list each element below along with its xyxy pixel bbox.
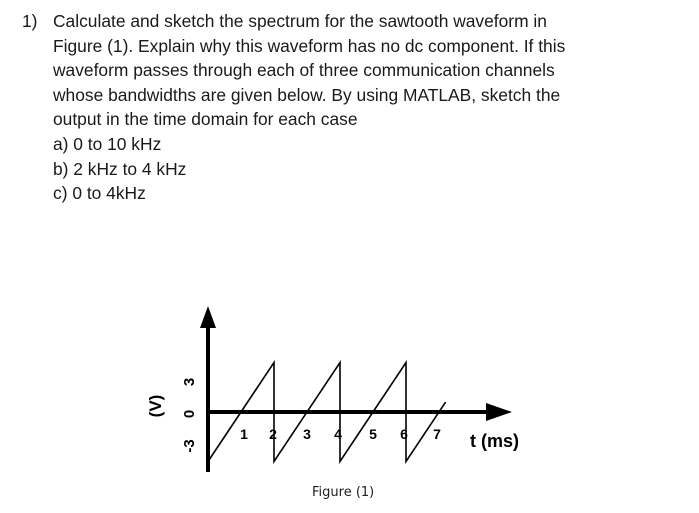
- y-tick-label: -3: [181, 439, 198, 453]
- x-tick-label: 6: [400, 426, 408, 442]
- problem-line: Figure (1). Explain why this waveform has no dc component. If this: [53, 35, 566, 56]
- option-b: b) 2 kHz to 4 kHz: [53, 158, 187, 179]
- x-tick-label: 1: [240, 426, 248, 442]
- x-axis-arrow-icon: [486, 403, 512, 421]
- figure-caption: Figure (1): [312, 485, 375, 500]
- y-tick-label: 3: [181, 377, 198, 387]
- x-tick-label: 4: [334, 426, 342, 442]
- x-axis-label: t (ms): [470, 431, 519, 451]
- problem-line: whose bandwidths are given below. By using MATLAB, sketch the: [53, 84, 561, 105]
- x-tick-label: 5: [369, 426, 377, 442]
- problem-number: 1): [22, 11, 38, 31]
- option-a: a) 0 to 10 kHz: [53, 133, 162, 154]
- x-tick-label: 2: [269, 426, 277, 442]
- y-tick-label: 0: [181, 409, 198, 419]
- problem-line: waveform passes through each of three communication channels: [53, 60, 555, 81]
- option-c: c) 0 to 4kHz: [53, 183, 146, 204]
- y-axis-arrow-icon: [200, 306, 216, 328]
- problem-line: output in the time domain for each case: [53, 109, 358, 130]
- x-tick-label: 3: [303, 426, 311, 442]
- problem-line: Calculate and sketch the spectrum for the sawtooth waveform in: [53, 11, 547, 31]
- y-axis-label: (V): [146, 394, 165, 418]
- x-tick-label: 7: [433, 426, 441, 442]
